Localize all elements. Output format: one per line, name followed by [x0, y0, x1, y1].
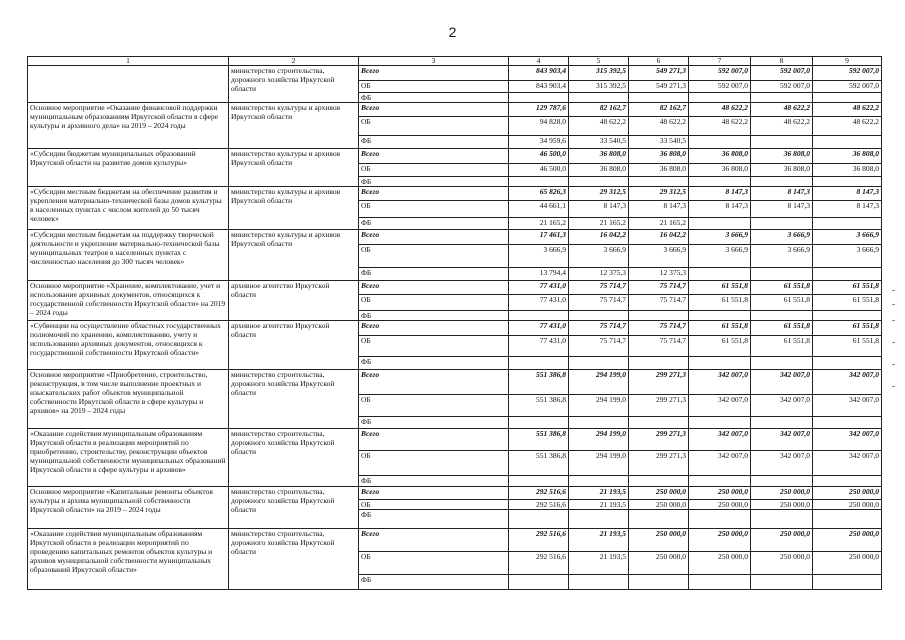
- value-cell: 250 000,0: [813, 487, 882, 500]
- value-cell: 77 431,0: [509, 336, 569, 357]
- value-cell: [629, 417, 689, 429]
- value-cell: 342 007,0: [751, 429, 813, 451]
- value-cell: 36 808,0: [629, 149, 689, 164]
- value-cell: [569, 476, 629, 487]
- value-cell: 315 392,5: [569, 81, 629, 93]
- column-header: 4: [509, 57, 569, 66]
- funding-source-cell: ОБ: [359, 336, 509, 357]
- value-cell: 21 193,5: [569, 487, 629, 500]
- value-cell: [509, 93, 569, 103]
- value-cell: [751, 476, 813, 487]
- value-cell: 250 000,0: [629, 487, 689, 500]
- value-cell: 61 551,8: [751, 281, 813, 295]
- activity-name-cell: «Субсидии местным бюджетам на обеспечение развития и укрепления материально-технической базы домов культуры в населенных пунктах с числом жителей до 50 тысяч человек»: [28, 187, 229, 230]
- value-cell: [509, 510, 569, 529]
- value-cell: [751, 136, 813, 149]
- value-cell: 342 007,0: [813, 395, 882, 417]
- value-cell: 8 147,3: [813, 201, 882, 218]
- value-cell: 33 540,5: [569, 136, 629, 149]
- value-cell: 75 714,7: [569, 295, 629, 311]
- value-cell: 36 808,0: [629, 164, 689, 177]
- value-cell: 549 271,3: [629, 81, 689, 93]
- table-row: [28, 321, 882, 336]
- header-row: [28, 57, 882, 66]
- value-cell: 342 007,0: [813, 451, 882, 476]
- page-number: 2: [448, 24, 457, 40]
- activity-name-cell: Основное мероприятие «Капитальные ремонты объектов культуры и архива муниципальной собственности Иркутской области» на 2019 – 2024 годы: [28, 487, 229, 529]
- value-cell: 250 000,0: [751, 500, 813, 510]
- value-cell: 592 007,0: [751, 66, 813, 81]
- value-cell: 8 147,3: [629, 201, 689, 218]
- value-cell: [813, 218, 882, 230]
- value-cell: [569, 311, 629, 321]
- value-cell: 61 551,8: [813, 336, 882, 357]
- value-cell: [813, 268, 882, 281]
- value-cell: [689, 510, 751, 529]
- value-cell: 592 007,0: [813, 66, 882, 81]
- value-cell: 292 516,6: [509, 500, 569, 510]
- value-cell: [509, 476, 569, 487]
- value-cell: 61 551,8: [689, 281, 751, 295]
- value-cell: 299 271,3: [629, 370, 689, 395]
- value-cell: 48 622,2: [629, 117, 689, 136]
- value-cell: 843 903,4: [509, 66, 569, 81]
- activity-name-cell: Основное мероприятие «Хранение, комплектование, учет и использование архивных документов, относящихся к государственной собственности Иркутской области» на 2019 – 2024 годы: [28, 281, 229, 321]
- executor-cell: министерство культуры и архивов Иркутской области: [229, 187, 359, 230]
- value-cell: [629, 476, 689, 487]
- value-cell: [751, 311, 813, 321]
- value-cell: 342 007,0: [689, 370, 751, 395]
- value-cell: [813, 476, 882, 487]
- executor-cell: министерство строительства, дорожного хозяйства Иркутской области: [229, 487, 359, 529]
- value-cell: 34 959,6: [509, 136, 569, 149]
- funding-source-cell: ФБ: [359, 93, 509, 103]
- value-cell: 61 551,8: [751, 336, 813, 357]
- column-header: 5: [569, 57, 629, 66]
- value-cell: 292 516,6: [509, 487, 569, 500]
- column-header: 3: [359, 57, 509, 66]
- budget-table: [27, 56, 882, 590]
- funding-source-cell: ФБ: [359, 476, 509, 487]
- value-cell: [813, 575, 882, 590]
- funding-source-cell: Всего: [359, 370, 509, 395]
- funding-source-cell: ОБ: [359, 451, 509, 476]
- value-cell: 250 000,0: [813, 500, 882, 510]
- activity-name-cell: [28, 66, 229, 103]
- value-cell: 129 787,6: [509, 103, 569, 117]
- value-cell: [509, 417, 569, 429]
- value-cell: 250 000,0: [751, 552, 813, 575]
- funding-source-cell: ОБ: [359, 164, 509, 177]
- funding-source-cell: Всего: [359, 281, 509, 295]
- value-cell: 250 000,0: [689, 500, 751, 510]
- value-cell: 299 271,3: [629, 395, 689, 417]
- table-row: [28, 149, 882, 164]
- value-cell: 3 666,9: [629, 245, 689, 268]
- value-cell: 551 386,8: [509, 451, 569, 476]
- activity-name-cell: Основное мероприятие «Приобретение, строительство, реконструкция, в том числе выполнение проектных и изыскательских работ объектов муниципальной собственности Иркутской области в сфере культуры и архивов» на 2019 – 2024 годы: [28, 370, 229, 429]
- value-cell: 592 007,0: [689, 66, 751, 81]
- value-cell: 3 666,9: [813, 230, 882, 245]
- column-header: 9: [813, 57, 882, 66]
- value-cell: 294 199,0: [569, 451, 629, 476]
- table-row: [28, 370, 882, 395]
- table-row: [28, 281, 882, 295]
- value-cell: 250 000,0: [629, 500, 689, 510]
- value-cell: [629, 510, 689, 529]
- value-cell: 75 714,7: [629, 336, 689, 357]
- value-cell: 21 193,5: [569, 500, 629, 510]
- value-cell: 551 386,8: [509, 370, 569, 395]
- value-cell: 48 622,2: [813, 103, 882, 117]
- value-cell: 8 147,3: [569, 201, 629, 218]
- value-cell: 21 193,5: [569, 552, 629, 575]
- value-cell: 3 666,9: [751, 230, 813, 245]
- value-cell: [689, 417, 751, 429]
- value-cell: [751, 268, 813, 281]
- value-cell: [813, 177, 882, 187]
- value-cell: 75 714,7: [569, 336, 629, 357]
- value-cell: 61 551,8: [689, 295, 751, 311]
- value-cell: 75 714,7: [629, 295, 689, 311]
- value-cell: 21 193,5: [569, 529, 629, 552]
- value-cell: 292 516,6: [509, 552, 569, 575]
- activity-name-cell: «Оказание содействия муниципальным образованиям Иркутской области в реализации мероприятий по приобретению, строительству, реконструкции объектов муниципальной собственности муниципальных образований Иркутской области в сфере культуры и архивов»: [28, 429, 229, 487]
- funding-source-cell: Всего: [359, 321, 509, 336]
- funding-source-cell: ОБ: [359, 117, 509, 136]
- value-cell: [751, 575, 813, 590]
- value-cell: 551 386,8: [509, 429, 569, 451]
- value-cell: [569, 575, 629, 590]
- value-cell: [509, 575, 569, 590]
- value-cell: 3 666,9: [509, 245, 569, 268]
- value-cell: [751, 357, 813, 370]
- value-cell: 36 808,0: [569, 149, 629, 164]
- value-cell: 48 622,2: [569, 117, 629, 136]
- value-cell: 77 431,0: [509, 321, 569, 336]
- column-header: 6: [629, 57, 689, 66]
- value-cell: 48 622,2: [751, 117, 813, 136]
- value-cell: 8 147,3: [813, 187, 882, 201]
- value-cell: [689, 218, 751, 230]
- value-cell: 3 666,9: [813, 245, 882, 268]
- value-cell: 3 666,9: [751, 245, 813, 268]
- value-cell: 29 312,5: [569, 187, 629, 201]
- funding-source-cell: Всего: [359, 66, 509, 81]
- value-cell: [689, 268, 751, 281]
- funding-source-cell: Всего: [359, 103, 509, 117]
- value-cell: [813, 136, 882, 149]
- value-cell: 294 199,0: [569, 395, 629, 417]
- value-cell: 342 007,0: [751, 370, 813, 395]
- value-cell: 592 007,0: [689, 81, 751, 93]
- value-cell: [689, 575, 751, 590]
- funding-source-cell: ФБ: [359, 218, 509, 230]
- value-cell: 75 714,7: [629, 281, 689, 295]
- value-cell: 250 000,0: [689, 487, 751, 500]
- value-cell: [689, 311, 751, 321]
- value-cell: 342 007,0: [751, 451, 813, 476]
- column-header: 2: [229, 57, 359, 66]
- value-cell: 36 808,0: [689, 149, 751, 164]
- value-cell: 61 551,8: [751, 321, 813, 336]
- value-cell: 592 007,0: [813, 81, 882, 93]
- value-cell: 3 666,9: [689, 245, 751, 268]
- value-cell: [569, 357, 629, 370]
- value-cell: [813, 510, 882, 529]
- value-cell: 75 714,7: [629, 321, 689, 336]
- value-cell: [751, 218, 813, 230]
- value-cell: 8 147,3: [689, 187, 751, 201]
- value-cell: 299 271,3: [629, 451, 689, 476]
- value-cell: 48 622,2: [751, 103, 813, 117]
- value-cell: 21 165,2: [509, 218, 569, 230]
- value-cell: 21 165,2: [569, 218, 629, 230]
- value-cell: 33 540,5: [629, 136, 689, 149]
- activity-name-cell: Основное мероприятие «Оказание финансовой поддержки муниципальным образованиям Иркутской области в сфере культуры и архивного дела» на 2019 – 2024 годы: [28, 103, 229, 149]
- value-cell: 250 000,0: [813, 529, 882, 552]
- value-cell: 3 666,9: [569, 245, 629, 268]
- value-cell: [629, 357, 689, 370]
- value-cell: 77 431,0: [509, 295, 569, 311]
- value-cell: [689, 357, 751, 370]
- executor-cell: министерство культуры и архивов Иркутской области: [229, 149, 359, 187]
- value-cell: [813, 417, 882, 429]
- value-cell: 250 000,0: [629, 529, 689, 552]
- value-cell: [569, 93, 629, 103]
- value-cell: 342 007,0: [689, 429, 751, 451]
- value-cell: 77 431,0: [509, 281, 569, 295]
- value-cell: [751, 177, 813, 187]
- value-cell: 75 714,7: [569, 281, 629, 295]
- activity-name-cell: «Субсидии бюджетам муниципальных образований Иркутской области на развитие домов культуры»: [28, 149, 229, 187]
- value-cell: [813, 93, 882, 103]
- executor-cell: министерство культуры и архивов Иркутской области: [229, 230, 359, 281]
- value-cell: 342 007,0: [689, 451, 751, 476]
- funding-source-cell: ФБ: [359, 357, 509, 370]
- funding-source-cell: ФБ: [359, 417, 509, 429]
- value-cell: 549 271,3: [629, 66, 689, 81]
- value-cell: [813, 311, 882, 321]
- value-cell: 3 666,9: [689, 230, 751, 245]
- value-cell: 48 622,2: [689, 117, 751, 136]
- value-cell: 8 147,3: [751, 187, 813, 201]
- funding-source-cell: ФБ: [359, 136, 509, 149]
- value-cell: 843 903,4: [509, 81, 569, 93]
- table-row: [28, 529, 882, 552]
- funding-source-cell: ОБ: [359, 201, 509, 218]
- value-cell: 21 165,2: [629, 218, 689, 230]
- executor-cell: министерство строительства, дорожного хозяйства Иркутской области: [229, 66, 359, 103]
- value-cell: 250 000,0: [629, 552, 689, 575]
- value-cell: 250 000,0: [751, 487, 813, 500]
- table-row: [28, 487, 882, 500]
- value-cell: 48 622,2: [813, 117, 882, 136]
- value-cell: [629, 311, 689, 321]
- funding-source-cell: ОБ: [359, 295, 509, 311]
- value-cell: [629, 93, 689, 103]
- value-cell: [629, 177, 689, 187]
- value-cell: 48 622,2: [689, 103, 751, 117]
- value-cell: 294 199,0: [569, 429, 629, 451]
- executor-cell: министерство строительства, дорожного хозяйства Иркутской области: [229, 370, 359, 429]
- value-cell: [751, 510, 813, 529]
- value-cell: 61 551,8: [813, 321, 882, 336]
- table-row: [28, 103, 882, 117]
- value-cell: 36 808,0: [813, 164, 882, 177]
- value-cell: 46 500,0: [509, 149, 569, 164]
- funding-source-cell: Всего: [359, 429, 509, 451]
- executor-cell: министерство строительства, дорожного хозяйства Иркутской области: [229, 429, 359, 487]
- funding-source-cell: ОБ: [359, 500, 509, 510]
- value-cell: 61 551,8: [689, 321, 751, 336]
- value-cell: [813, 357, 882, 370]
- funding-source-cell: ФБ: [359, 268, 509, 281]
- value-cell: 65 826,3: [509, 187, 569, 201]
- value-cell: 292 516,6: [509, 529, 569, 552]
- value-cell: 61 551,8: [751, 295, 813, 311]
- value-cell: 12 375,3: [569, 268, 629, 281]
- funding-source-cell: ФБ: [359, 177, 509, 187]
- value-cell: [569, 177, 629, 187]
- funding-source-cell: Всего: [359, 529, 509, 552]
- value-cell: 36 808,0: [569, 164, 629, 177]
- value-cell: 61 551,8: [813, 281, 882, 295]
- value-cell: [509, 357, 569, 370]
- value-cell: 17 461,3: [509, 230, 569, 245]
- value-cell: [569, 417, 629, 429]
- value-cell: 61 551,8: [689, 336, 751, 357]
- funding-source-cell: ОБ: [359, 552, 509, 575]
- value-cell: 294 199,0: [569, 370, 629, 395]
- value-cell: 82 162,7: [569, 103, 629, 117]
- funding-source-cell: Всего: [359, 230, 509, 245]
- activity-name-cell: «Субсидии местным бюджетам на поддержку творческой деятельности и укрепление материально-технической базы муниципальных театров в населенных пунктах с численностью населения до 300 тысяч человек»: [28, 230, 229, 281]
- value-cell: 250 000,0: [813, 552, 882, 575]
- table-row: [28, 429, 882, 451]
- column-header: 7: [689, 57, 751, 66]
- activity-name-cell: «Субвенции на осуществление областных государственных полномочий по хранению, комплектованию, учету и использованию архивных документов, относящихся к государственной собственности Иркутской области»: [28, 321, 229, 370]
- column-header: 1: [28, 57, 229, 66]
- table-row: [28, 66, 882, 81]
- value-cell: [689, 476, 751, 487]
- value-cell: 44 661,1: [509, 201, 569, 218]
- funding-source-cell: ФБ: [359, 510, 509, 529]
- value-cell: 8 147,3: [751, 201, 813, 218]
- table-row: [28, 230, 882, 245]
- value-cell: [689, 177, 751, 187]
- value-cell: 36 808,0: [751, 164, 813, 177]
- value-cell: 16 042,2: [629, 230, 689, 245]
- value-cell: 94 828,0: [509, 117, 569, 136]
- value-cell: 342 007,0: [751, 395, 813, 417]
- value-cell: [689, 93, 751, 103]
- value-cell: 82 162,7: [629, 103, 689, 117]
- funding-source-cell: ФБ: [359, 311, 509, 321]
- executor-cell: архивное агентство Иркутской области: [229, 281, 359, 321]
- funding-source-cell: Всего: [359, 487, 509, 500]
- value-cell: 29 312,5: [629, 187, 689, 201]
- value-cell: [569, 510, 629, 529]
- value-cell: 75 714,7: [569, 321, 629, 336]
- value-cell: [509, 177, 569, 187]
- value-cell: 36 808,0: [813, 149, 882, 164]
- value-cell: 13 794,4: [509, 268, 569, 281]
- funding-source-cell: ОБ: [359, 395, 509, 417]
- executor-cell: архивное агентство Иркутской области: [229, 321, 359, 370]
- value-cell: 250 000,0: [689, 552, 751, 575]
- executor-cell: министерство строительства, дорожного хозяйства Иркутской области: [229, 529, 359, 590]
- table-row: [28, 187, 882, 201]
- funding-source-cell: Всего: [359, 149, 509, 164]
- scan-margin-marks: [890, 290, 898, 400]
- value-cell: 551 386,8: [509, 395, 569, 417]
- value-cell: 342 007,0: [689, 395, 751, 417]
- funding-source-cell: ОБ: [359, 245, 509, 268]
- value-cell: 36 808,0: [751, 149, 813, 164]
- value-cell: [751, 417, 813, 429]
- value-cell: [689, 136, 751, 149]
- value-cell: 61 551,8: [813, 295, 882, 311]
- value-cell: 592 007,0: [751, 81, 813, 93]
- value-cell: 16 042,2: [569, 230, 629, 245]
- value-cell: 250 000,0: [689, 529, 751, 552]
- value-cell: [629, 575, 689, 590]
- funding-source-cell: ФБ: [359, 575, 509, 590]
- funding-source-cell: Всего: [359, 187, 509, 201]
- executor-cell: министерство культуры и архивов Иркутской области: [229, 103, 359, 149]
- value-cell: 12 375,3: [629, 268, 689, 281]
- value-cell: 36 808,0: [689, 164, 751, 177]
- table-body: [28, 66, 882, 590]
- value-cell: 8 147,3: [689, 201, 751, 218]
- value-cell: 46 500,0: [509, 164, 569, 177]
- value-cell: 342 007,0: [813, 429, 882, 451]
- value-cell: 315 392,5: [569, 66, 629, 81]
- value-cell: 342 007,0: [813, 370, 882, 395]
- value-cell: [751, 93, 813, 103]
- value-cell: 299 271,3: [629, 429, 689, 451]
- column-header: 8: [751, 57, 813, 66]
- funding-source-cell: ОБ: [359, 81, 509, 93]
- value-cell: [509, 311, 569, 321]
- value-cell: 250 000,0: [751, 529, 813, 552]
- activity-name-cell: «Оказание содействия муниципальным образованиям Иркутской области в реализации мероприятий по проведению капитальных ремонтов объектов культуры и архивов муниципальной собственности муниципальных образований Иркутской области»: [28, 529, 229, 590]
